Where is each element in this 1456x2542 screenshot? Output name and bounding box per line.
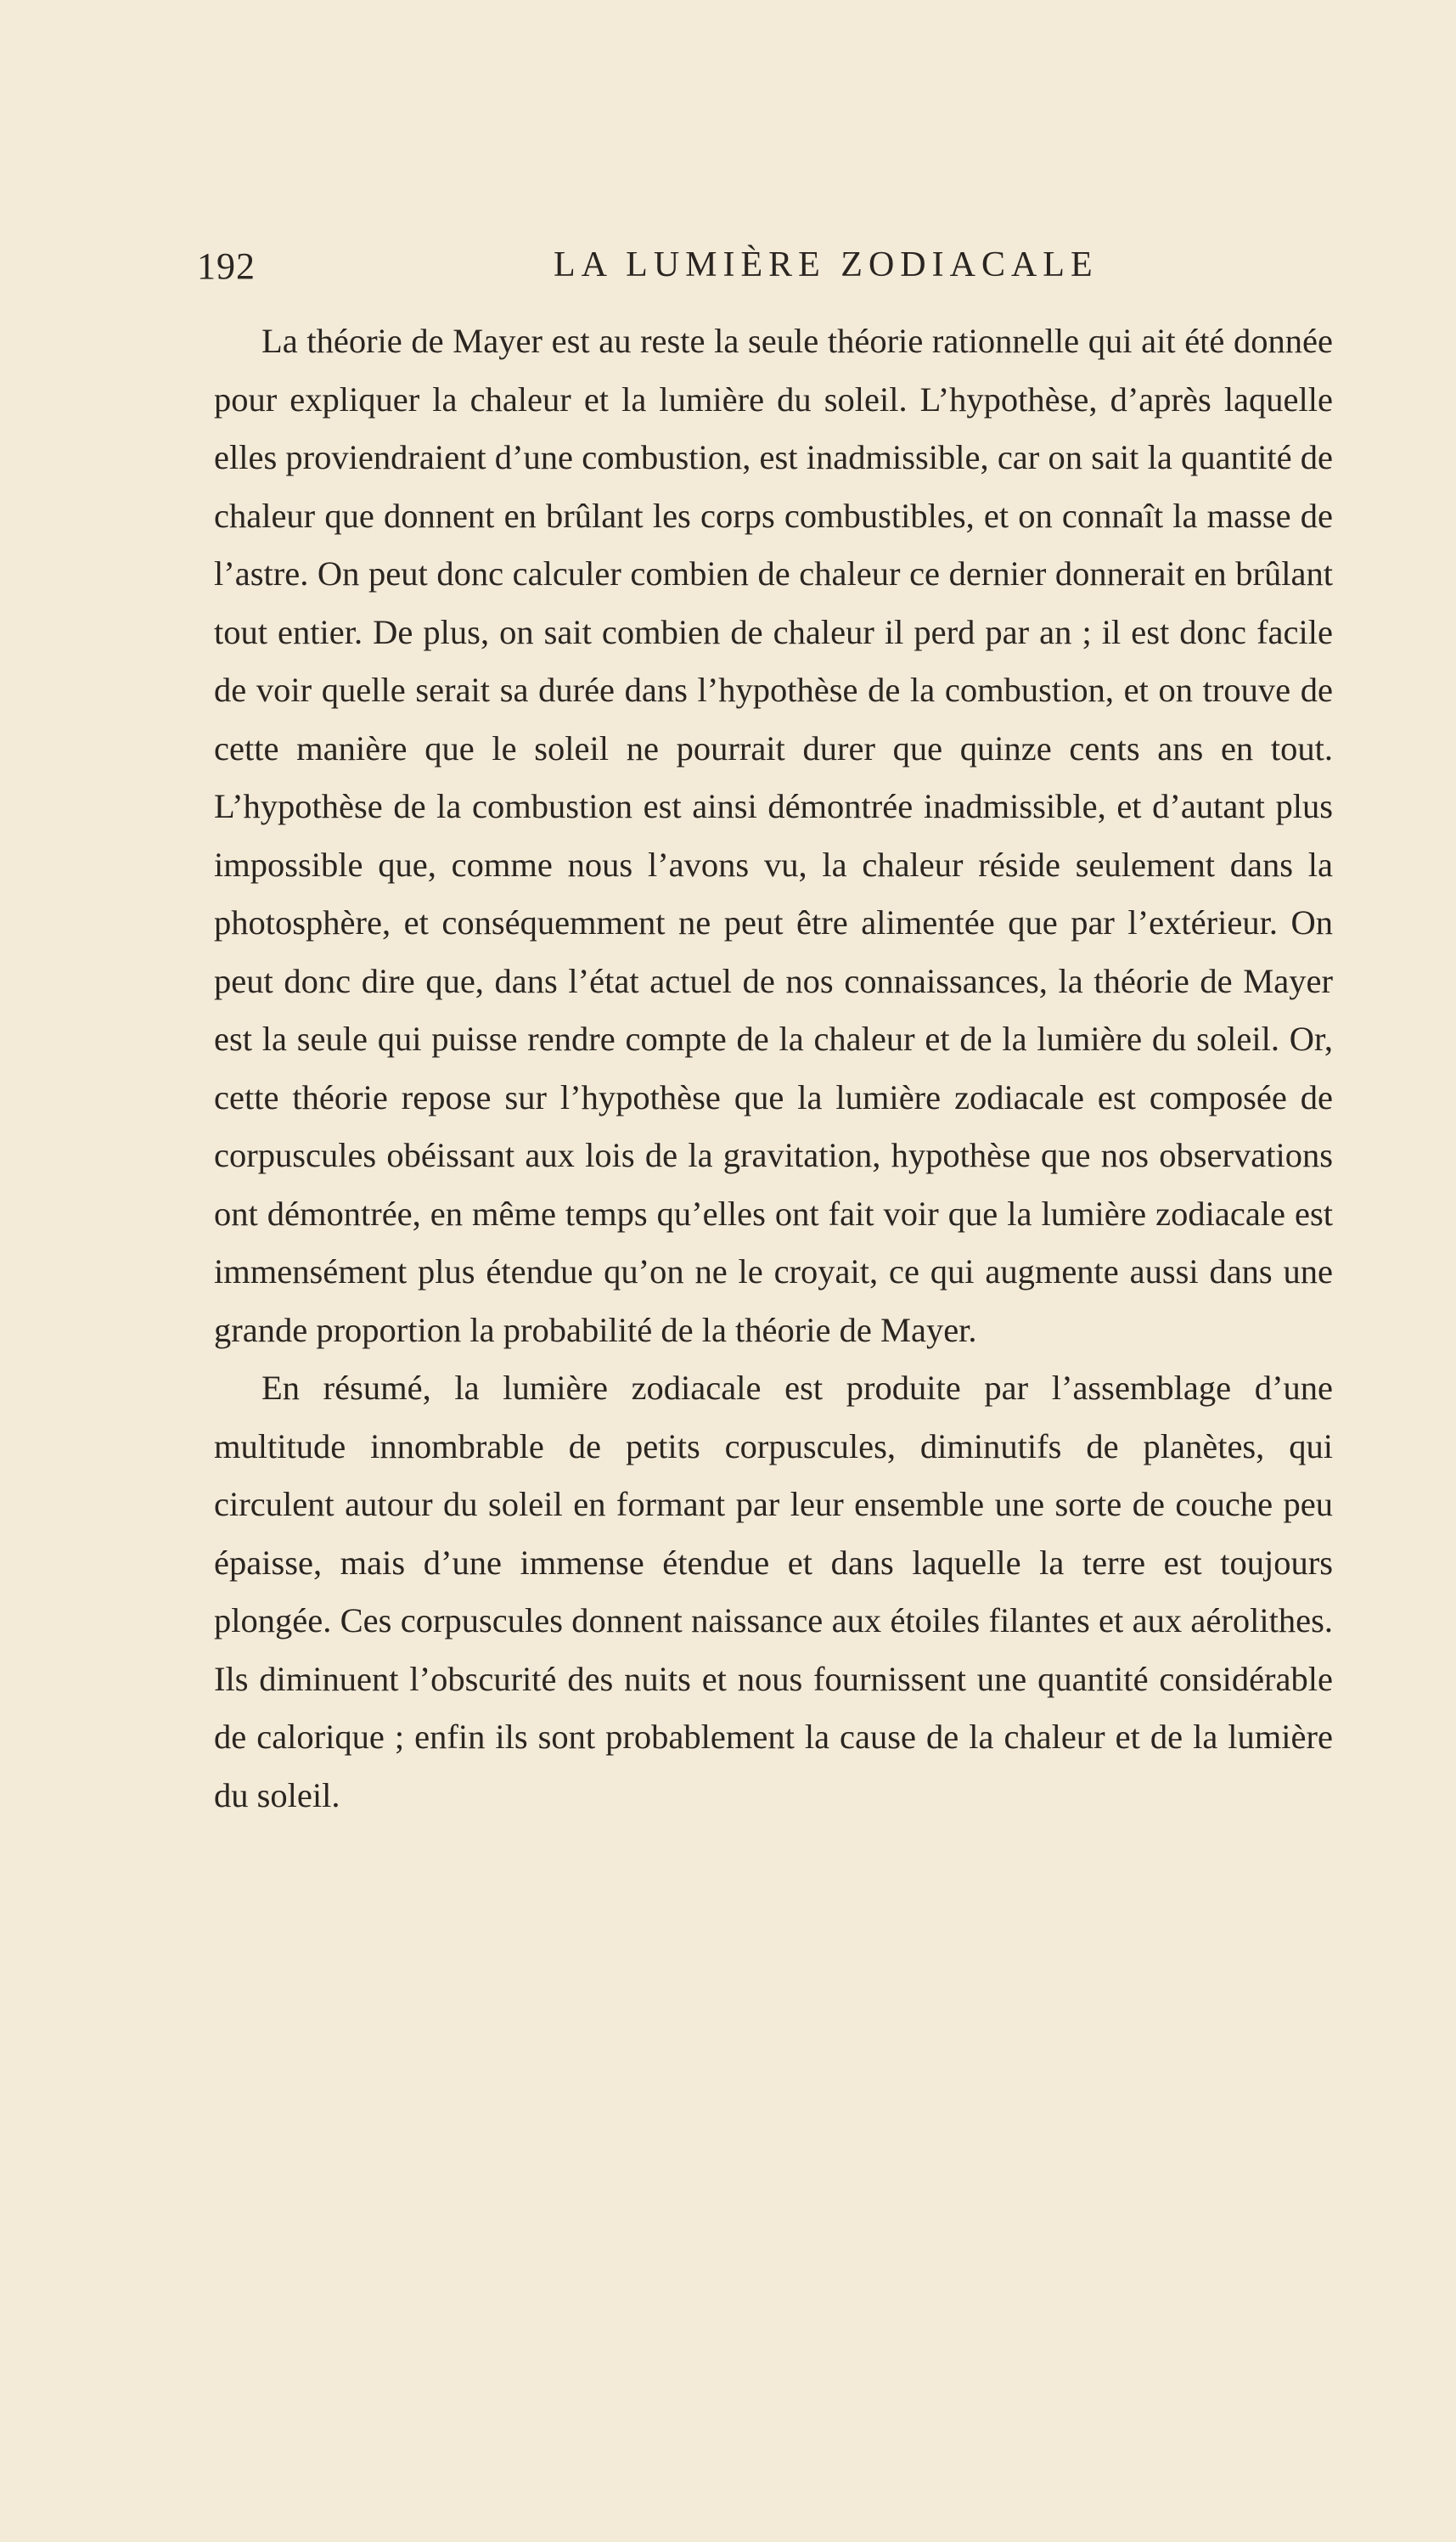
running-title: LA LUMIÈRE ZODIACALE: [554, 245, 1099, 284]
paragraph-mayer-theory: La théorie de Mayer est au reste la seule théorie rationnelle qui ait été donnée pour expliquer la chaleur et la lumière du soleil. L’hypothèse, d’après laquelle elles proviendraient d’une combustion, est inadmissible, car on sait la quantité de chaleur que donnent en brûlant les corps combustibles, et on connaît la masse de l’astre. On peut donc calculer combien de chaleur ce dernier donnerait en brûlant tout entier. De plus, on sait combien de chaleur il perd par an ; il est donc facile de voir quelle serait sa durée dans l’hypothèse de la combustion, et on trouve de cette manière que le soleil ne pourrait durer que quinze cents ans en tout. L’hypothèse de la combustion est ainsi démontrée inadmissible, et d’autant plus impossible que, comme nous l’avons vu, la chaleur réside seulement dans la photosphère, et conséquemment ne peut être alimentée que par l’extérieur. On peut donc dire que, dans l’état actuel de nos connaissances, la théorie de Mayer est la seule qui puisse rendre compte de la chaleur et de la lumière du soleil. Or, cette théorie repose sur l’hypothèse que la lumière zodiacale est composée de corpuscules obéissant aux lois de la gravitation, hypothèse que nos observations ont démontrée, en même temps qu’elles ont fait voir que la lumière zodiacale est immensément plus étendue qu’on ne le croyait, ce qui augmente aussi dans une grande proportion la probabilité de la théorie de Mayer.: [214, 322, 1333, 1349]
page-number: 192: [197, 245, 256, 287]
running-head: [197, 245, 1335, 292]
body-text: [214, 312, 1333, 1825]
paragraph-summary: En résumé, la lumière zodiacale est produite par l’assemblage d’une multitude innombrable de petits corpuscules, diminutifs de planètes, qui circulent autour du soleil en formant par leur ensemble une sorte de couche peu épaisse, mais d’une immense étendue et dans laquelle la terre est toujours plongée. Ces corpuscules donnent naissance aux étoiles filantes et aux aérolithes. Ils diminuent l’obscurité des nuits et nous fournissent une quantité considérable de calorique ; enfin ils sont probablement la cause de la chaleur et de la lumière du soleil.: [214, 1369, 1333, 1814]
